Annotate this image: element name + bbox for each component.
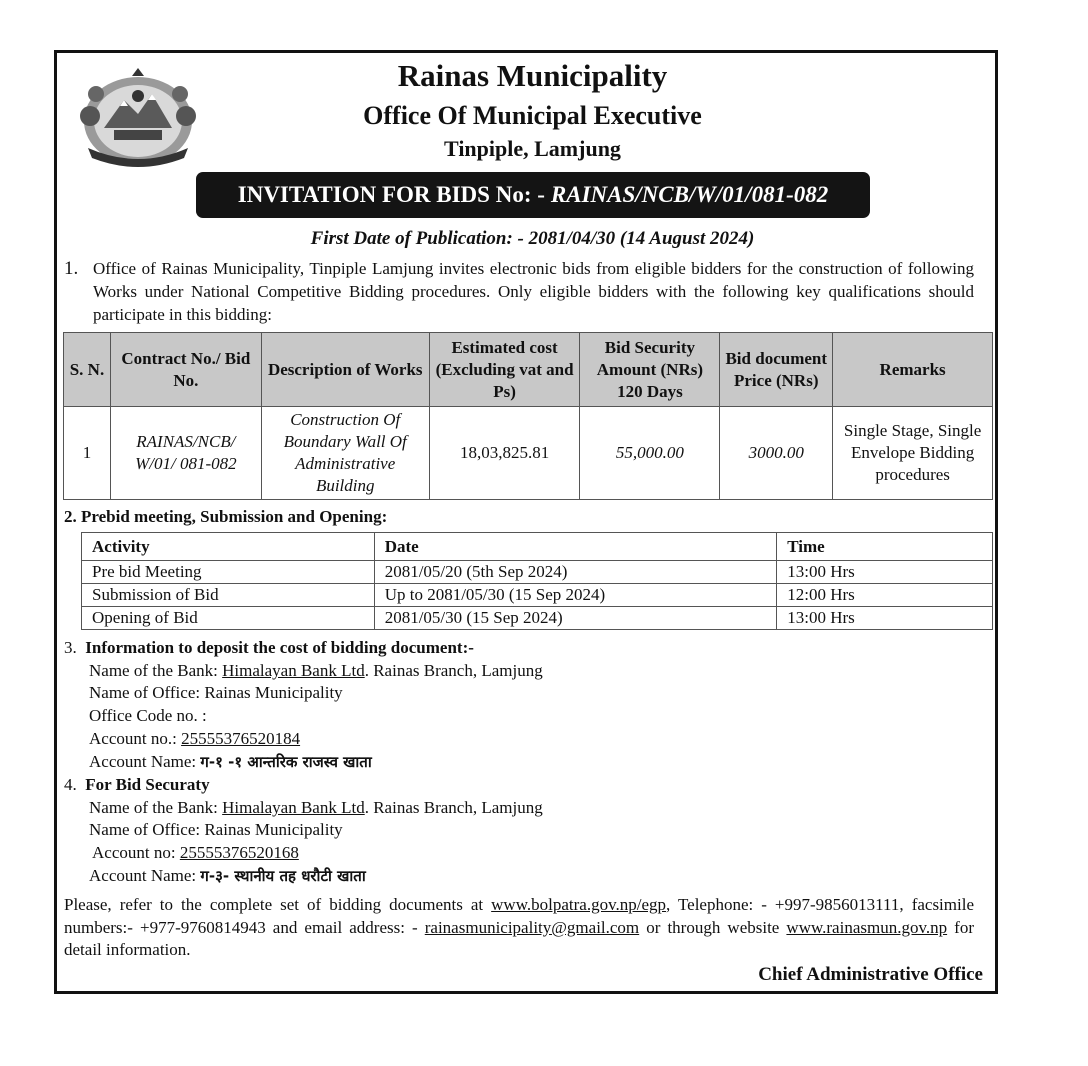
bank-label: Name of the Bank:	[89, 797, 223, 817]
date-cell: Up to 2081/05/30 (15 Sep 2024)	[374, 584, 777, 607]
section-4-number: 4.	[64, 775, 77, 794]
section-2-title: 2. Prebid meeting, Submission and Opening:	[64, 507, 388, 526]
bank-name: Himalayan Bank Ltd	[222, 660, 365, 680]
time-cell: 12:00 Hrs	[777, 584, 993, 607]
section-1-text: Office of Rainas Municipality, Tinpiple Lamjung invites electronic bids from eligible bidders for the construction of following Works under National Competitive Bidding procedures. Only eligible bidders with the following key qualifications should participate in this bidding:	[93, 259, 974, 324]
cell-description: Construction Of Boundary Wall Of Administrative Building	[261, 407, 429, 500]
section-1	[64, 257, 974, 326]
col-header-security: Bid Security Amount (NRs) 120 Days	[580, 333, 720, 407]
section-3-title: Information to deposit the cost of bidding document:	[85, 638, 469, 657]
account-label: Account no.:	[89, 728, 182, 748]
table-row	[82, 561, 993, 584]
cell-remarks: Single Stage, Single Envelope Bidding procedures	[833, 407, 993, 500]
col-header-time: Time	[777, 533, 993, 561]
invitation-banner	[196, 172, 870, 218]
bolpatra-link[interactable]: www.bolpatra.gov.np/egp	[491, 895, 666, 914]
cell-estimate: 18,03,825.81	[429, 407, 580, 500]
bank-name: Himalayan Bank Ltd	[222, 797, 365, 817]
section-4-title: For Bid Securaty	[85, 775, 210, 794]
table-row	[82, 584, 993, 607]
section-3: 3. Information to deposit the cost of bidding document:- Name of the Bank: Himalayan Bank Ltd. Rainas Branch, Lamjung Name of Office: Rainas Municipality Office Code no. : Account no.: 25555376520184 Account Name: ग-१ -१ आन्तरिक राजस्व खाता	[64, 637, 984, 773]
col-header-estimate: Estimated cost (Excluding vat and Ps)	[429, 333, 580, 407]
website-link[interactable]: www.rainasmun.gov.np	[786, 917, 948, 937]
account-name-label: Account Name:	[89, 865, 201, 885]
office-title: Office Of Municipal Executive	[363, 101, 702, 130]
publication-date: First Date of Publication: - 2081/04/30 (14 August 2024)	[310, 228, 755, 249]
activity-cell: Opening of Bid	[82, 607, 375, 630]
account-name: ग-१ -१ आन्तरिक राजस्व खाता	[200, 752, 372, 771]
municipality-title: Rainas Municipality	[397, 58, 668, 93]
banner-prefix: INVITATION FOR BIDS No: -	[237, 182, 545, 207]
schedule-table	[81, 532, 993, 630]
office-name: Name of Office: Rainas Municipality	[89, 683, 343, 703]
table-row	[82, 607, 993, 630]
col-header-price: Bid document Price (NRs)	[720, 333, 833, 407]
date-cell: 2081/05/20 (5th Sep 2024)	[374, 561, 777, 584]
office-name: Name of Office: Rainas Municipality	[89, 820, 343, 840]
note-text: Please, refer to the complete set of bidding documents at	[64, 895, 492, 914]
account-name-label: Account Name:	[89, 751, 201, 771]
office-code: Office Code no. :	[89, 706, 207, 726]
section-4	[64, 774, 984, 888]
section-1-number: 1.	[64, 258, 79, 279]
col-header-date: Date	[374, 533, 777, 561]
location-title: Tinpiple, Lamjung	[444, 136, 621, 161]
cell-price: 3000.00	[720, 407, 833, 500]
cell-security: 55,000.00	[580, 407, 720, 500]
col-header-description: Description of Works	[261, 333, 429, 407]
contact-note	[64, 894, 974, 962]
signature: Chief Administrative Office	[758, 964, 983, 985]
bid-table	[63, 332, 993, 500]
table-row	[64, 407, 993, 500]
note-text: or through website	[639, 917, 787, 937]
nepal-emblem-logo	[74, 66, 202, 172]
account-label: Account no:	[92, 843, 180, 863]
time-cell: 13:00 Hrs	[777, 561, 993, 584]
activity-cell: Submission of Bid	[82, 584, 375, 607]
time-cell: 13:00 Hrs	[777, 607, 993, 630]
col-header-remarks: Remarks	[833, 333, 993, 407]
note-text: , Telephone: - +997-9856013111, facsimile numbers:- +977-9760814943 and email address: -	[64, 895, 974, 937]
cell-contract: RAINAS/NCB/ W/01/ 081-082	[110, 407, 261, 500]
col-header-activity: Activity	[82, 533, 375, 561]
col-header-sn: S. N.	[64, 333, 111, 407]
cell-sn: 1	[64, 407, 111, 500]
date-cell: 2081/05/30 (15 Sep 2024)	[374, 607, 777, 630]
bank-label: Name of the Bank:	[89, 660, 223, 680]
bank-branch: . Rainas Branch, Lamjung	[364, 660, 543, 680]
note-text: for detail information.	[64, 917, 974, 960]
bank-branch: . Rainas Branch, Lamjung	[364, 797, 543, 817]
section-3-number: 3.	[64, 638, 77, 657]
col-header-contract: Contract No./ Bid No.	[110, 333, 261, 407]
activity-cell: Pre bid Meeting	[82, 561, 375, 584]
bid-number: RAINAS/NCB/W/01/081-082	[550, 182, 829, 207]
email-link[interactable]: rainasmunicipality@gmail.com	[424, 917, 640, 937]
account-number: 25555376520184	[181, 728, 301, 748]
account-name: ग-३- स्थानीय तह धरौटी खाता	[200, 866, 366, 885]
account-number: 25555376520168	[179, 843, 299, 863]
